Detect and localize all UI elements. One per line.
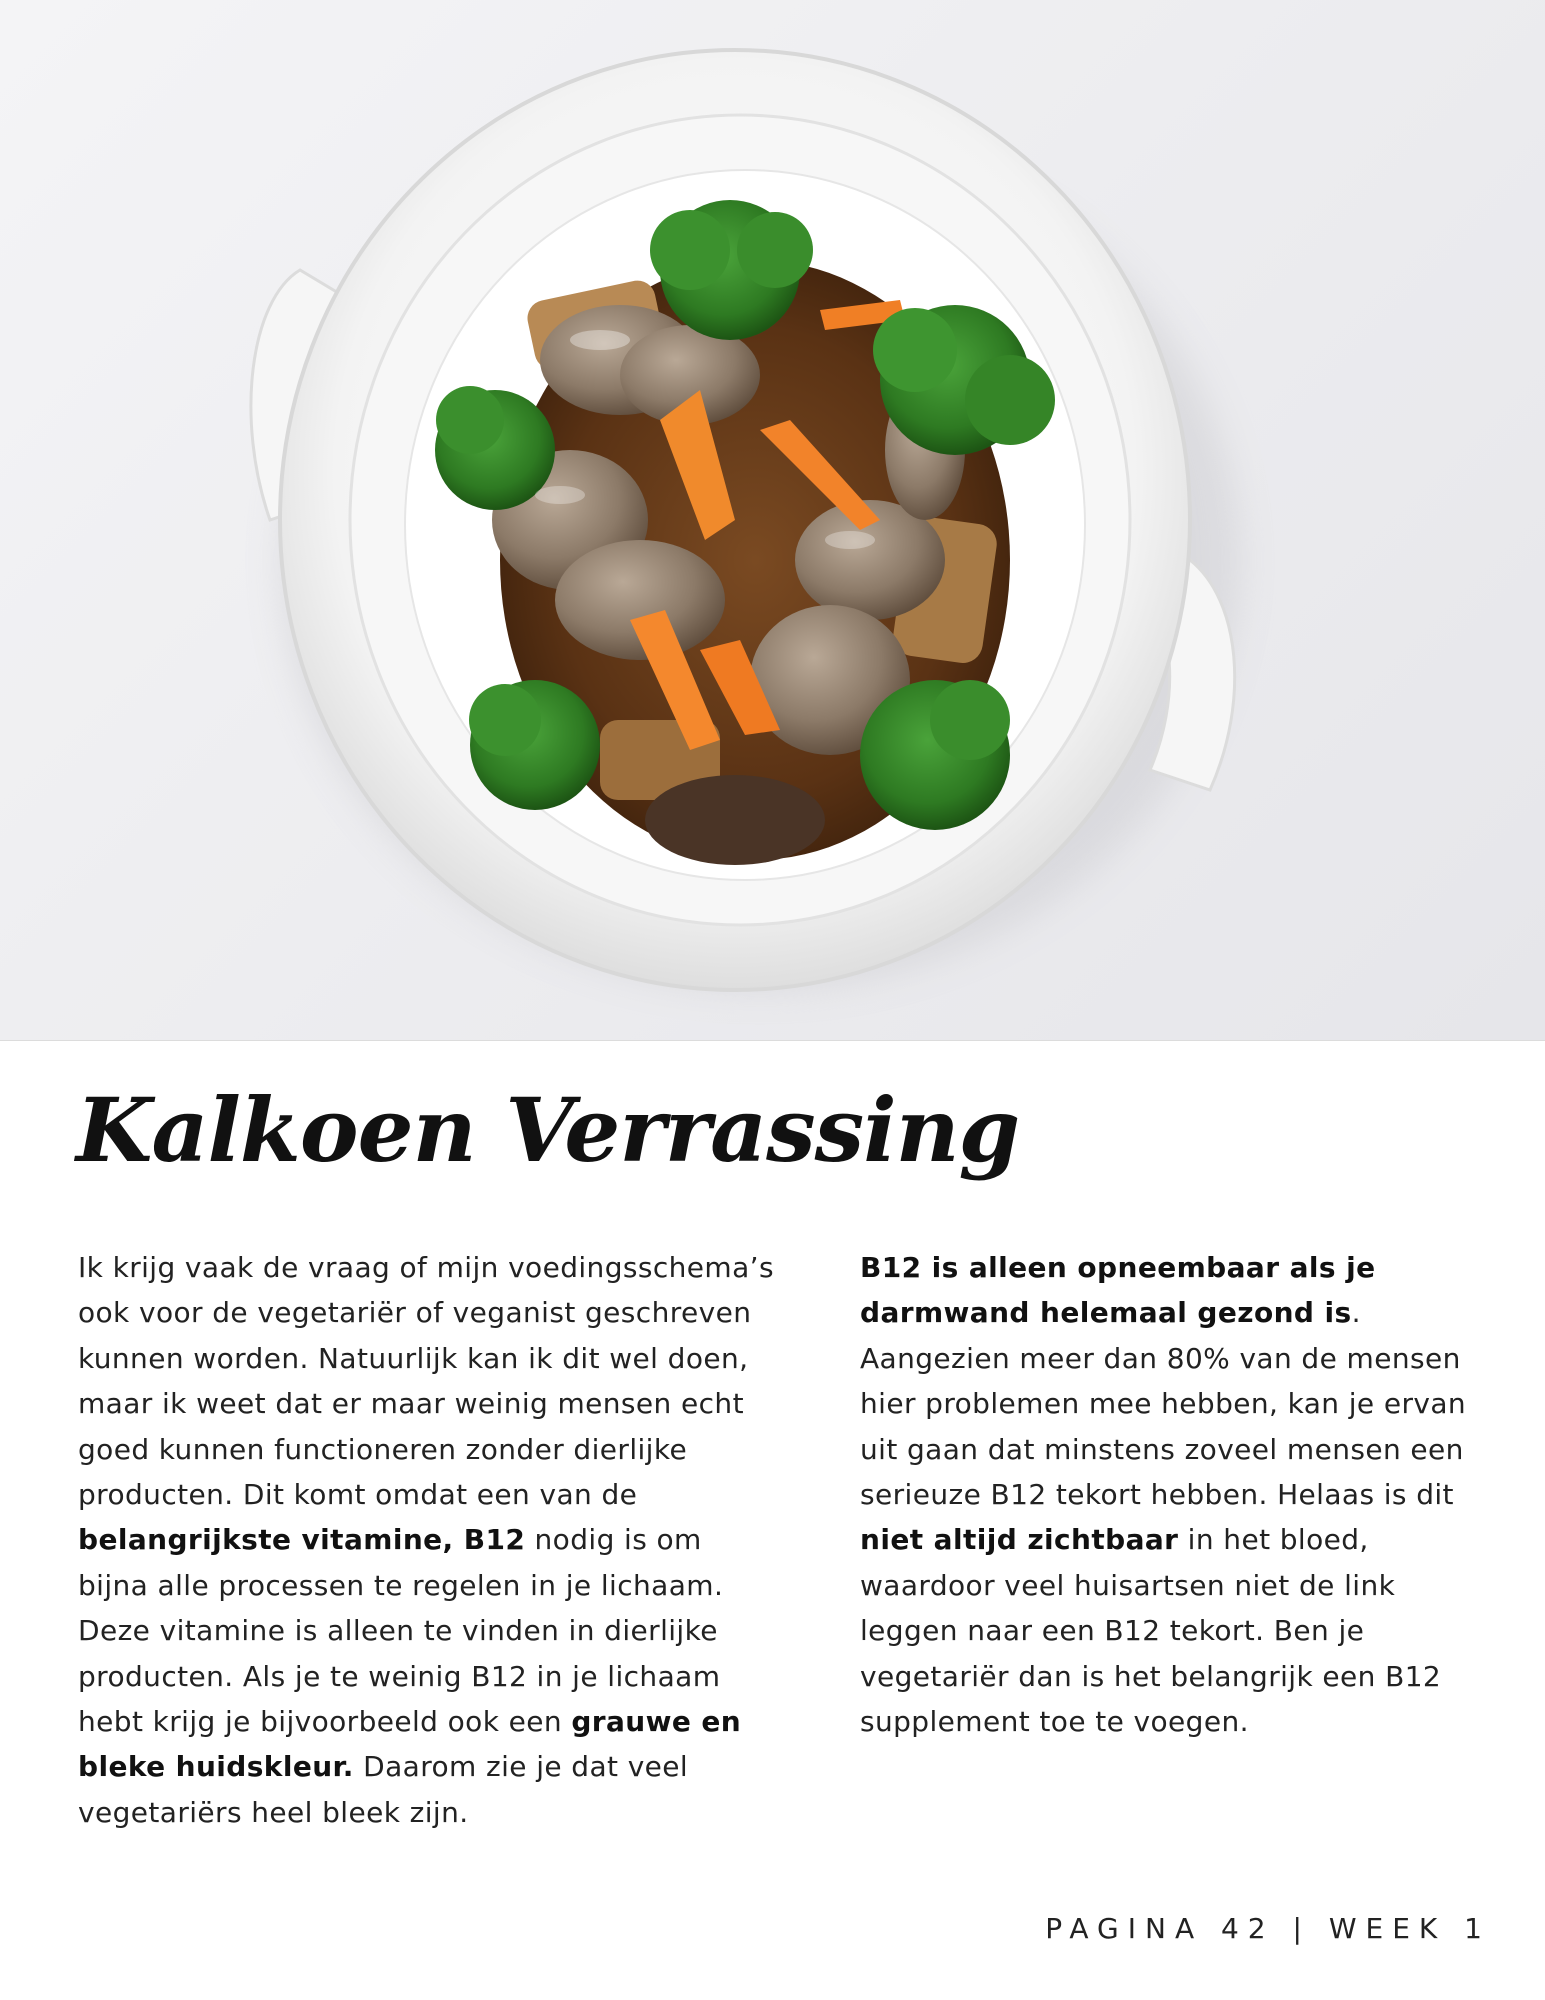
left-column-text — [78, 1245, 778, 1835]
right-bold-1: B12 is alleen opneembaar als je darmwand helemaal gezond is — [860, 1251, 1376, 1330]
right-bold-2: niet altijd zichtbaar — [860, 1523, 1179, 1557]
right-column-text — [860, 1245, 1480, 1744]
right-text-1: . Aangezien meer dan 80% van de mensen hier problemen mee hebben, kan je ervan uit gaan dat minstens zoveel mensen een serieuze B12 tekort hebben. Helaas is dit — [860, 1296, 1467, 1512]
left-bold-2: grauwe en bleke huidskleur. — [78, 1705, 742, 1784]
left-text-2: nodig is om bijna alle processen te regelen in je lichaam. Deze vitamine is alleen te vinden in dierlijke producten. Als je te weinig B12 in je lichaam hebt krijg je bijvoorbeeld ook een — [78, 1523, 724, 1739]
page-footer: PAGINA 42 | WEEK 1 — [1045, 1912, 1491, 1945]
left-text-1: Ik krijg vaak de vraag of mijn voedingsschema’s ook voor de vegetariër of veganist geschreven kunnen worden. Natuurlijk kan ik dit wel doen, maar ik weet dat er maar weinig mensen echt goed kunnen functioneren zonder dierlijke producten. Dit komt omdat een van de — [78, 1251, 774, 1512]
left-bold-1: belangrijkste vitamine, B12 — [78, 1523, 526, 1557]
right-text-2: in het bloed, waardoor veel huisartsen niet de link leggen naar een B12 tekort. Ben je vegetariër dan is het belangrijk een B12 supplement toe te voegen. — [860, 1523, 1442, 1739]
hero-divider — [0, 1040, 1545, 1041]
page-title: Kalkoen Verrassing — [76, 1078, 1020, 1182]
left-text-3: Daarom zie je dat veel vegetariërs heel bleek zijn. — [78, 1750, 689, 1829]
